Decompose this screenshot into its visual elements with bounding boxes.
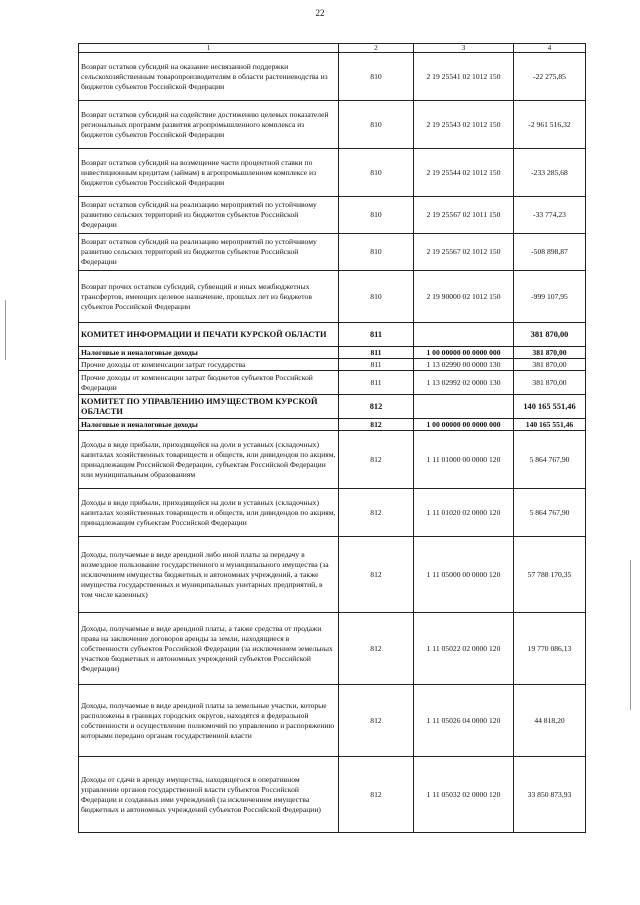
row-description: Возврат остатков субсидий на реализацию мероприятий по устойчивому развитию сельских территорий из бюджетов субъектов Российской Федерации <box>79 234 339 271</box>
table-row <box>79 395 586 419</box>
row-admin-code: 812 <box>339 613 414 685</box>
row-description: Налоговые и неналоговые доходы <box>79 419 339 431</box>
row-amount: 140 165 551,46 <box>514 419 586 431</box>
row-description: Возврат остатков субсидий на оказание несвязанной поддержки сельскохозяйственным товаропроизводителям в области растениеводства из бюджетов субъектов Российской Федерации <box>79 53 339 101</box>
table-row <box>79 101 586 149</box>
column-header: 2 <box>339 44 414 53</box>
row-amount: 381 870,00 <box>514 347 586 359</box>
row-budget-code: 2 19 25567 02 1011 150 <box>414 197 514 234</box>
row-budget-code: 1 11 05032 02 0000 120 <box>414 757 514 833</box>
row-admin-code: 812 <box>339 419 414 431</box>
row-amount: 140 165 551,46 <box>514 395 586 419</box>
row-budget-code: 1 11 01020 02 0000 120 <box>414 489 514 537</box>
row-admin-code: 811 <box>339 347 414 359</box>
row-admin-code: 812 <box>339 685 414 757</box>
table-row <box>79 53 586 101</box>
table-row <box>79 149 586 197</box>
row-amount: 381 870,00 <box>514 359 586 371</box>
row-budget-code <box>414 323 514 347</box>
table-row <box>79 323 586 347</box>
table-row <box>79 371 586 395</box>
row-admin-code: 811 <box>339 359 414 371</box>
row-description: Возврат остатков субсидий на содействие достижению целевых показателей региональных программ развития агропромышленного комплекса из бюджетов субъектов Российской Федерации <box>79 101 339 149</box>
row-budget-code: 1 11 05000 00 0000 120 <box>414 537 514 613</box>
row-admin-code: 810 <box>339 197 414 234</box>
row-admin-code: 810 <box>339 149 414 197</box>
row-amount: 5 864 767,90 <box>514 489 586 537</box>
row-amount: 19 770 086,13 <box>514 613 586 685</box>
column-header: 1 <box>79 44 339 53</box>
table-row <box>79 347 586 359</box>
row-amount: 381 870,00 <box>514 323 586 347</box>
row-admin-code: 810 <box>339 234 414 271</box>
row-budget-code: 2 19 90000 02 1012 150 <box>414 271 514 323</box>
row-description: Доходы, получаемые в виде арендной платы, а также средства от продажи права на заключение договоров аренды за земли, находящиеся в собственности субъектов Российской Федерации (за исключением земельных участков бюджетных и автономных учреждений субъектов Российской Федерации) <box>79 613 339 685</box>
row-description: Доходы от сдачи в аренду имущества, находящегося в оперативном управлении органов государственной власти субъектов Российской Федерации и созданных ими учреждений (за исключением имущества бюджетных и автономных учреждений субъектов Российской Федерации) <box>79 757 339 833</box>
row-amount: -33 774,23 <box>514 197 586 234</box>
column-header: 3 <box>414 44 514 53</box>
table-row <box>79 419 586 431</box>
row-amount: -2 961 516,32 <box>514 101 586 149</box>
row-budget-code: 1 11 05022 02 0000 120 <box>414 613 514 685</box>
row-budget-code: 2 19 25543 02 1012 150 <box>414 101 514 149</box>
row-amount: -233 285,68 <box>514 149 586 197</box>
table-header-row <box>79 44 586 53</box>
row-budget-code: 1 11 01000 00 0000 120 <box>414 431 514 489</box>
row-amount: 57 788 170,35 <box>514 537 586 613</box>
row-budget-code: 1 13 02992 02 0000 130 <box>414 371 514 395</box>
table-row <box>79 431 586 489</box>
row-budget-code: 1 00 00000 00 0000 000 <box>414 347 514 359</box>
row-budget-code: 2 19 25567 02 1012 150 <box>414 234 514 271</box>
table-row <box>79 685 586 757</box>
row-description: Доходы в виде прибыли, приходящейся на доли в уставных (складочных) капиталах хозяйственных товариществ и обществ, или дивидендов по акциям, принадлежащим субъектам Российской Федерации <box>79 489 339 537</box>
row-amount: 5 864 767,90 <box>514 431 586 489</box>
table-row <box>79 757 586 833</box>
row-description: КОМИТЕТ ИНФОРМАЦИИ И ПЕЧАТИ КУРСКОЙ ОБЛАСТИ <box>79 323 339 347</box>
table-row <box>79 489 586 537</box>
row-admin-code: 810 <box>339 271 414 323</box>
table-row <box>79 197 586 234</box>
row-admin-code: 812 <box>339 431 414 489</box>
row-admin-code: 812 <box>339 537 414 613</box>
row-description: Доходы, получаемые в виде арендной либо иной платы за передачу в возмездное пользование государственного и муниципального имущества (за исключением имущества бюджетных и автономных учреждений, а также имущества государственных и муниципальных унитарных предприятий, в том числе казенных) <box>79 537 339 613</box>
row-description: Возврат остатков субсидий на реализацию мероприятий по устойчивому развитию сельских территорий из бюджетов субъектов Российской Федерации <box>79 197 339 234</box>
row-description: Налоговые и неналоговые доходы <box>79 347 339 359</box>
row-description: Доходы в виде прибыли, приходящейся на доли в уставных (складочных) капиталах хозяйственных товариществ и обществ, или дивидендов по акциям, принадлежащим Российской Федерации, субъектам Российской Федерации или муниципальным образованиям <box>79 431 339 489</box>
row-budget-code: 2 19 25541 02 1012 150 <box>414 53 514 101</box>
row-budget-code: 1 00 00000 00 0000 000 <box>414 419 514 431</box>
row-budget-code <box>414 395 514 419</box>
row-description: КОМИТЕТ ПО УПРАВЛЕНИЮ ИМУЩЕСТВОМ КУРСКОЙ ОБЛАСТИ <box>79 395 339 419</box>
row-budget-code: 2 19 25544 02 1012 150 <box>414 149 514 197</box>
row-amount: -508 898,87 <box>514 234 586 271</box>
scan-margin-mark <box>5 300 6 360</box>
row-amount: -22 275,85 <box>514 53 586 101</box>
scan-margin-mark <box>630 560 631 710</box>
row-admin-code: 810 <box>339 53 414 101</box>
row-description: Прочие доходы от компенсации затрат бюджетов субъектов Российской Федерации <box>79 371 339 395</box>
row-admin-code: 812 <box>339 757 414 833</box>
row-amount: 381 870,00 <box>514 371 586 395</box>
row-admin-code: 811 <box>339 323 414 347</box>
row-description: Возврат остатков субсидий на возмещение части процентной ставки по инвестиционным кредитам (займам) в агропромышленном комплексе из бюджетов субъектов Российской Федерации <box>79 149 339 197</box>
table-row <box>79 234 586 271</box>
row-description: Возврат прочих остатков субсидий, субвенций и иных межбюджетных трансфертов, имеющих целевое назначение, прошлых лет из бюджетов субъектов Российской Федерации <box>79 271 339 323</box>
row-amount: 44 818,20 <box>514 685 586 757</box>
table-row <box>79 537 586 613</box>
row-budget-code: 1 13 02990 00 0000 130 <box>414 359 514 371</box>
table-row <box>79 271 586 323</box>
row-admin-code: 812 <box>339 395 414 419</box>
row-admin-code: 811 <box>339 371 414 395</box>
row-admin-code: 810 <box>339 101 414 149</box>
row-admin-code: 812 <box>339 489 414 537</box>
row-description: Доходы, получаемые в виде арендной платы за земельные участки, которые расположены в границах городских округов, находятся в федеральной собственности и осуществление полномочий по управлению и распоряжению которыми передано органам государственной власти <box>79 685 339 757</box>
column-header: 4 <box>514 44 586 53</box>
row-budget-code: 1 11 05026 04 0000 120 <box>414 685 514 757</box>
row-amount: 33 850 873,93 <box>514 757 586 833</box>
page-number: 22 <box>315 8 325 18</box>
revenue-table <box>78 43 586 833</box>
table-row <box>79 359 586 371</box>
table-row <box>79 613 586 685</box>
row-amount: -999 107,95 <box>514 271 586 323</box>
row-description: Прочие доходы от компенсации затрат государства <box>79 359 339 371</box>
